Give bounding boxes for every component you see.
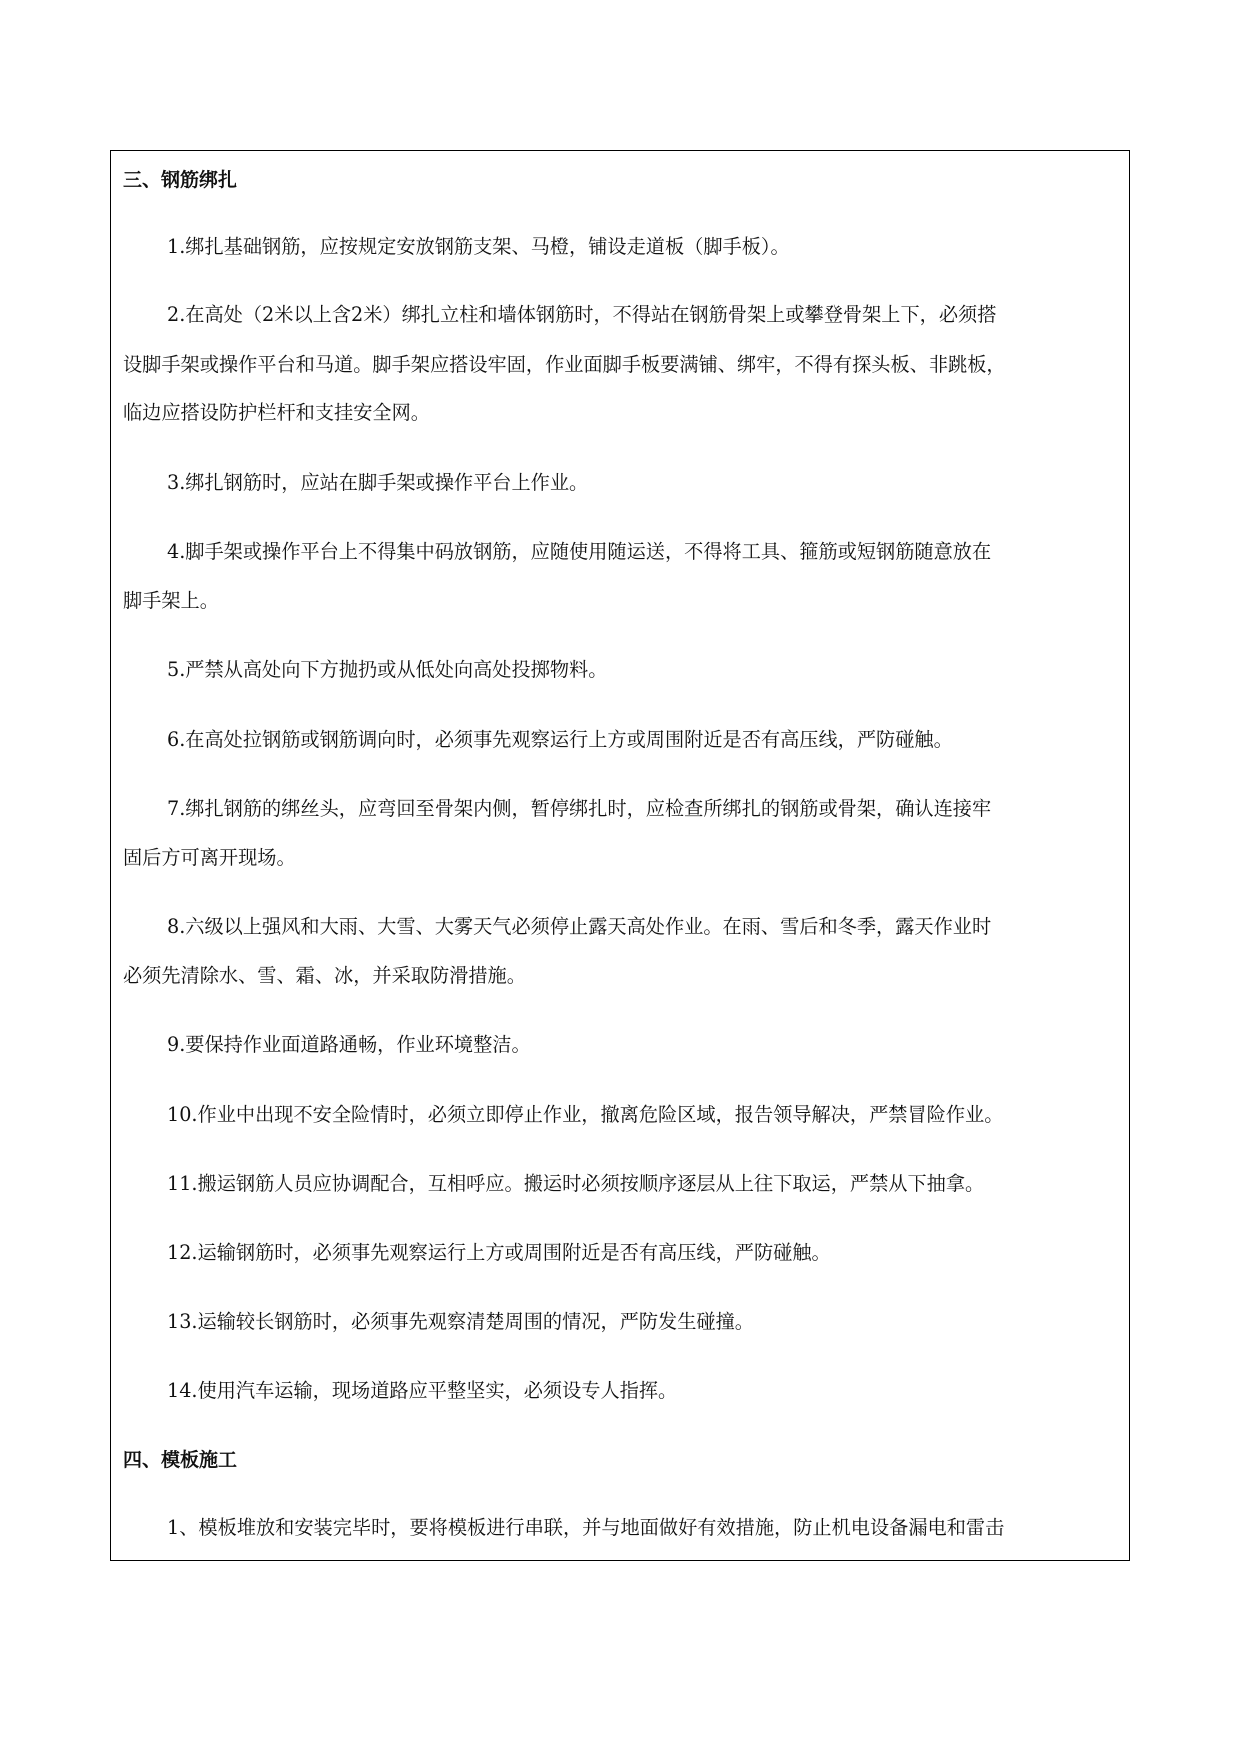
section-4-heading: 四、模板施工 [123,1449,238,1471]
item-5-line-1: 5.严禁从高处向下方抛扔或从低处向高处投掷物料。 [167,658,608,681]
item-2-line-3: 临边应搭设防护栏杆和支挂安全网。 [123,401,430,424]
item-11-line-1: 11.搬运钢筋人员应协调配合，互相呼应。搬运时必须按顺序逐层从上往下取运，严禁从下抽拿。 [167,1172,985,1195]
item-8-line-2: 必须先清除水、雪、霜、冰，并采取防滑措施。 [123,964,526,987]
item-6-line-1: 6.在高处拉钢筋或钢筋调向时，必须事先观察运行上方或周围附近是否有高压线，严防碰触。 [167,728,953,751]
item-8-line-1: 8.六级以上强风和大雨、大雪、大雾天气必须停止露天高处作业。在雨、雪后和冬季，露天作业时 [167,915,992,938]
item-7-line-1: 7.绑扎钢筋的绑丝头，应弯回至骨架内侧，暂停绑扎时，应检查所绑扎的钢筋或骨架，确认连接牢 [167,797,992,820]
section-3-heading: 三、钢筋绑扎 [123,169,238,191]
item-3-line-1: 3.绑扎钢筋时，应站在脚手架或操作平台上作业。 [167,471,589,494]
section-4-item-1-line-1: 1、模板堆放和安装完毕时，要将模板进行串联，并与地面做好有效措施，防止机电设备漏电和雷击 [167,1516,1005,1539]
item-2-line-2: 设脚手架或操作平台和马道。脚手架应搭设牢固，作业面脚手板要满铺、绑牢，不得有探头板、非跳板， [123,353,1006,376]
item-12-line-1: 12.运输钢筋时，必须事先观察运行上方或周围附近是否有高压线，严防碰触。 [167,1241,831,1264]
item-2-line-1: 2.在高处（2米以上含2米）绑扎立柱和墙体钢筋时，不得站在钢筋骨架上或攀登骨架上下，必须搭 [167,303,997,326]
document-table-cell [110,150,1130,1561]
item-10-line-1: 10.作业中出现不安全险情时，必须立即停止作业，撤离危险区域，报告领导解决，严禁冒险作业。 [167,1103,1004,1126]
item-1-line-1: 1.绑扎基础钢筋，应按规定安放钢筋支架、马橙，铺设走道板（脚手板）。 [167,235,790,258]
item-9-line-1: 9.要保持作业面道路通畅，作业环境整洁。 [167,1033,531,1056]
item-4-line-2: 脚手架上。 [123,589,219,612]
item-14-line-1: 14.使用汽车运输，现场道路应平整坚实，必须设专人指挥。 [167,1379,678,1402]
item-7-line-2: 固后方可离开现场。 [123,846,296,869]
item-13-line-1: 13.运输较长钢筋时，必须事先观察清楚周围的情况，严防发生碰撞。 [167,1310,754,1333]
item-4-line-1: 4.脚手架或操作平台上不得集中码放钢筋，应随使用随运送，不得将工具、箍筋或短钢筋随意放在 [167,540,992,563]
